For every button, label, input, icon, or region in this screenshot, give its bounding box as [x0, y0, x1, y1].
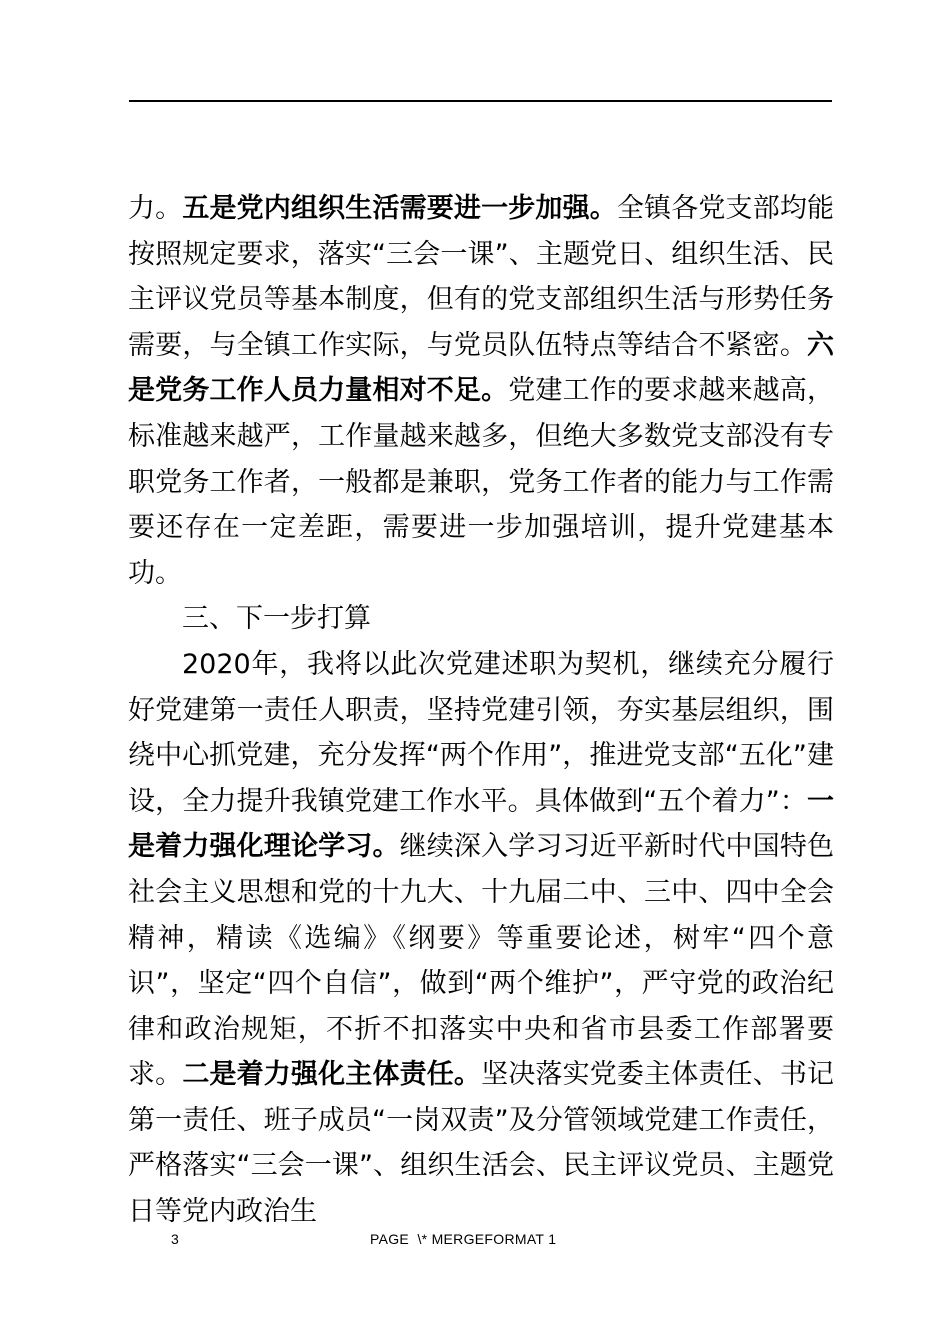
text-run: 党建工作的要求越来越高，标准越来越严，工作量越来越多，但绝大多数党支部没有专职党务工作者，一般都是兼职，党务工作者的能力与工作需要还存在一定差距，需要进一步加强培训，提升党建基本功。	[128, 375, 835, 589]
paragraph-next-steps	[128, 642, 834, 1235]
text-run: 力。	[128, 193, 183, 224]
text-run: 全镇各党支部均能按照规定要求，落实“三会一课”、主题党日、组织生活、民主评议党员等基本制度，但有的党支部组织生活与形势任务需要，与全镇工作实际，与党员队伍特点等结合不紧密。	[128, 193, 835, 361]
bold-point-five: 五是党内组织生活需要进一步加强。	[182, 193, 617, 224]
bold-point-two: 二是着力强化主体责任。	[182, 1059, 482, 1091]
text-run: 继续深入学习习近平新时代中国特色社会主义思想和党的十九大、十九届二中、三中、四中全会精神，精读《选编》《纲要》等重要论述，树牢“四个意识”，坚定“四个自信”，做到“两个维护”，严守党的政治纪律和政治规矩，不折不扣落实中央和省市县委工作部署要求。	[128, 831, 835, 1091]
bold-point-six: 六是党务工作人员力量相对不足。	[128, 329, 834, 407]
page-number: 3	[171, 1231, 179, 1247]
page-field-code: PAGE \* MERGEFORMAT 1	[370, 1231, 557, 1247]
bold-point-one: 一是着力强化理论学习。	[128, 785, 834, 863]
header-rule	[129, 100, 832, 102]
text-run: 2020年，我将以此次党建述职为契机，继续充分履行好党建第一责任人职责，坚持党建引领，夯实基层组织，围绕中心抓党建，充分发挥“两个作用”，推进党支部“五化”建设，全力提升我镇党建工作水平。具体做到“五个着力”：	[128, 648, 834, 817]
document-body	[128, 186, 834, 1235]
section-heading: 三、下一步打算	[182, 603, 371, 635]
paragraph-problems-continued	[128, 186, 834, 596]
text-run: 坚决落实党委主体责任、书记第一责任、班子成员“一岗双责”及分管领域党建工作责任，严格落实“三会一课”、组织生活会、民主评议党员、主题党日等党内政治生	[128, 1059, 835, 1228]
